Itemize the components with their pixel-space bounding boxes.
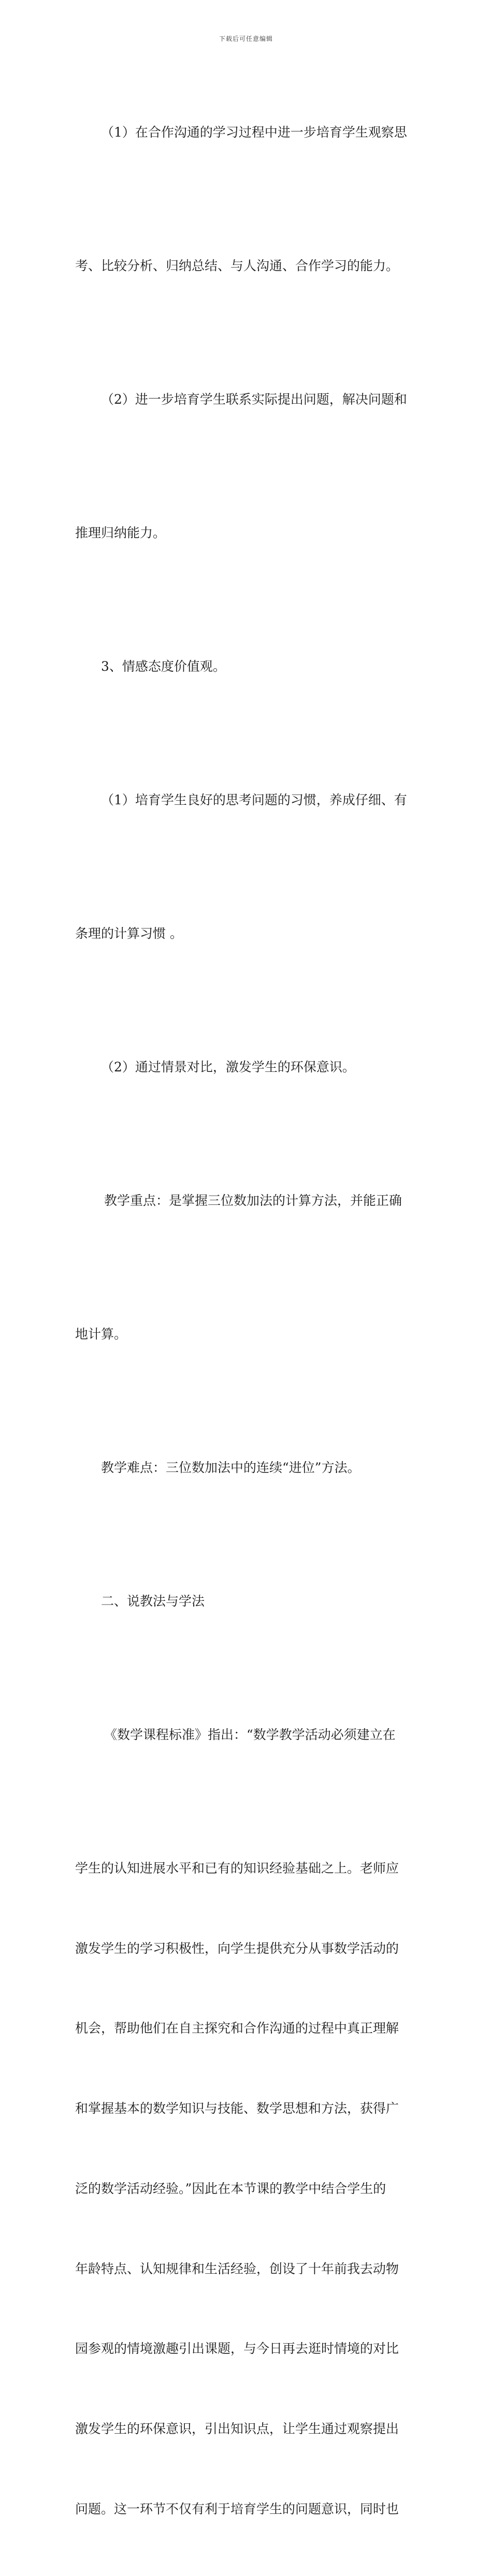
text-line: 二、说教法与学法 bbox=[101, 1593, 205, 1609]
text-line: （2）进一步培育学生联系实际提出问题，解决问题和 bbox=[101, 392, 407, 407]
objective-3-1 bbox=[75, 733, 422, 867]
standard-quote bbox=[75, 1668, 422, 1802]
standard-quote-body bbox=[75, 1802, 422, 2576]
objective-3-1-cont bbox=[75, 867, 422, 1000]
text-line: （1）在合作沟通的学习过程中进一步培育学生观察思 bbox=[101, 125, 407, 140]
text-line: 年龄特点、认知规律和生活经验，创设了十年前我去动物 bbox=[75, 2261, 399, 2276]
text-line: （2）通过情景对比，激发学生的环保意识。 bbox=[101, 1059, 355, 1074]
objective-2-1-cont bbox=[75, 199, 422, 333]
key-point bbox=[75, 1134, 422, 1268]
text-line: 和掌握基本的数学知识与技能、数学思想和方法，获得广 bbox=[75, 2101, 399, 2116]
key-point-cont bbox=[75, 1268, 422, 1401]
difficulty bbox=[75, 1401, 422, 1535]
objective-3-2 bbox=[75, 1000, 422, 1134]
text-line: 学生的认知进展水平和已有的知识经验基础之上。老师应 bbox=[75, 1860, 399, 1876]
text-line: 考、比较分析、归纳总结、与人沟通、合作学习的能力。 bbox=[75, 258, 399, 274]
text-line: 教学难点：三位数加法中的连续“进位”方法。 bbox=[101, 1460, 360, 1475]
text-line: 问题。这一环节不仅有利于培育学生的问题意识，同时也 bbox=[75, 2501, 399, 2517]
text-line: 激发学生的环保意识，引出知识点，让学生通过观察提出 bbox=[75, 2421, 399, 2437]
text-line: 机会，帮助他们在自主探究和合作沟通的过程中真正理解 bbox=[75, 2021, 399, 2036]
objective-2-1 bbox=[75, 66, 422, 199]
text-line: 3、情感态度价值观。 bbox=[101, 659, 226, 674]
text-line: 泛的数学活动经验。”因此在本节课的教学中结合学生的 bbox=[75, 2181, 386, 2196]
text-line: 激发学生的学习积极性，向学生提供充分从事数学活动的 bbox=[75, 1940, 399, 1956]
objective-3-title bbox=[75, 600, 422, 733]
document-body bbox=[75, 66, 422, 2576]
section-title bbox=[75, 1535, 422, 1668]
text-line: 《数学课程标准》指出：“数学教学活动必须建立在 bbox=[104, 1727, 396, 1742]
text-line: 教学重点：是掌握三位数加法的计算方法，并能正确 bbox=[104, 1193, 402, 1208]
text-line: 推理归纳能力。 bbox=[75, 525, 166, 541]
page-header: 下载后可任意编辑 bbox=[219, 35, 273, 42]
text-line: 条理的计算习惯 。 bbox=[75, 926, 183, 941]
text-line: （1）培育学生良好的思考问题的习惯，养成仔细、有 bbox=[101, 792, 407, 808]
text-line: 地计算。 bbox=[75, 1326, 127, 1342]
text-line: 园参观的情境激趣引出课题，与今日再去逛时情境的对比 bbox=[75, 2341, 399, 2357]
objective-2-2-cont bbox=[75, 466, 422, 600]
objective-2-2 bbox=[75, 333, 422, 466]
